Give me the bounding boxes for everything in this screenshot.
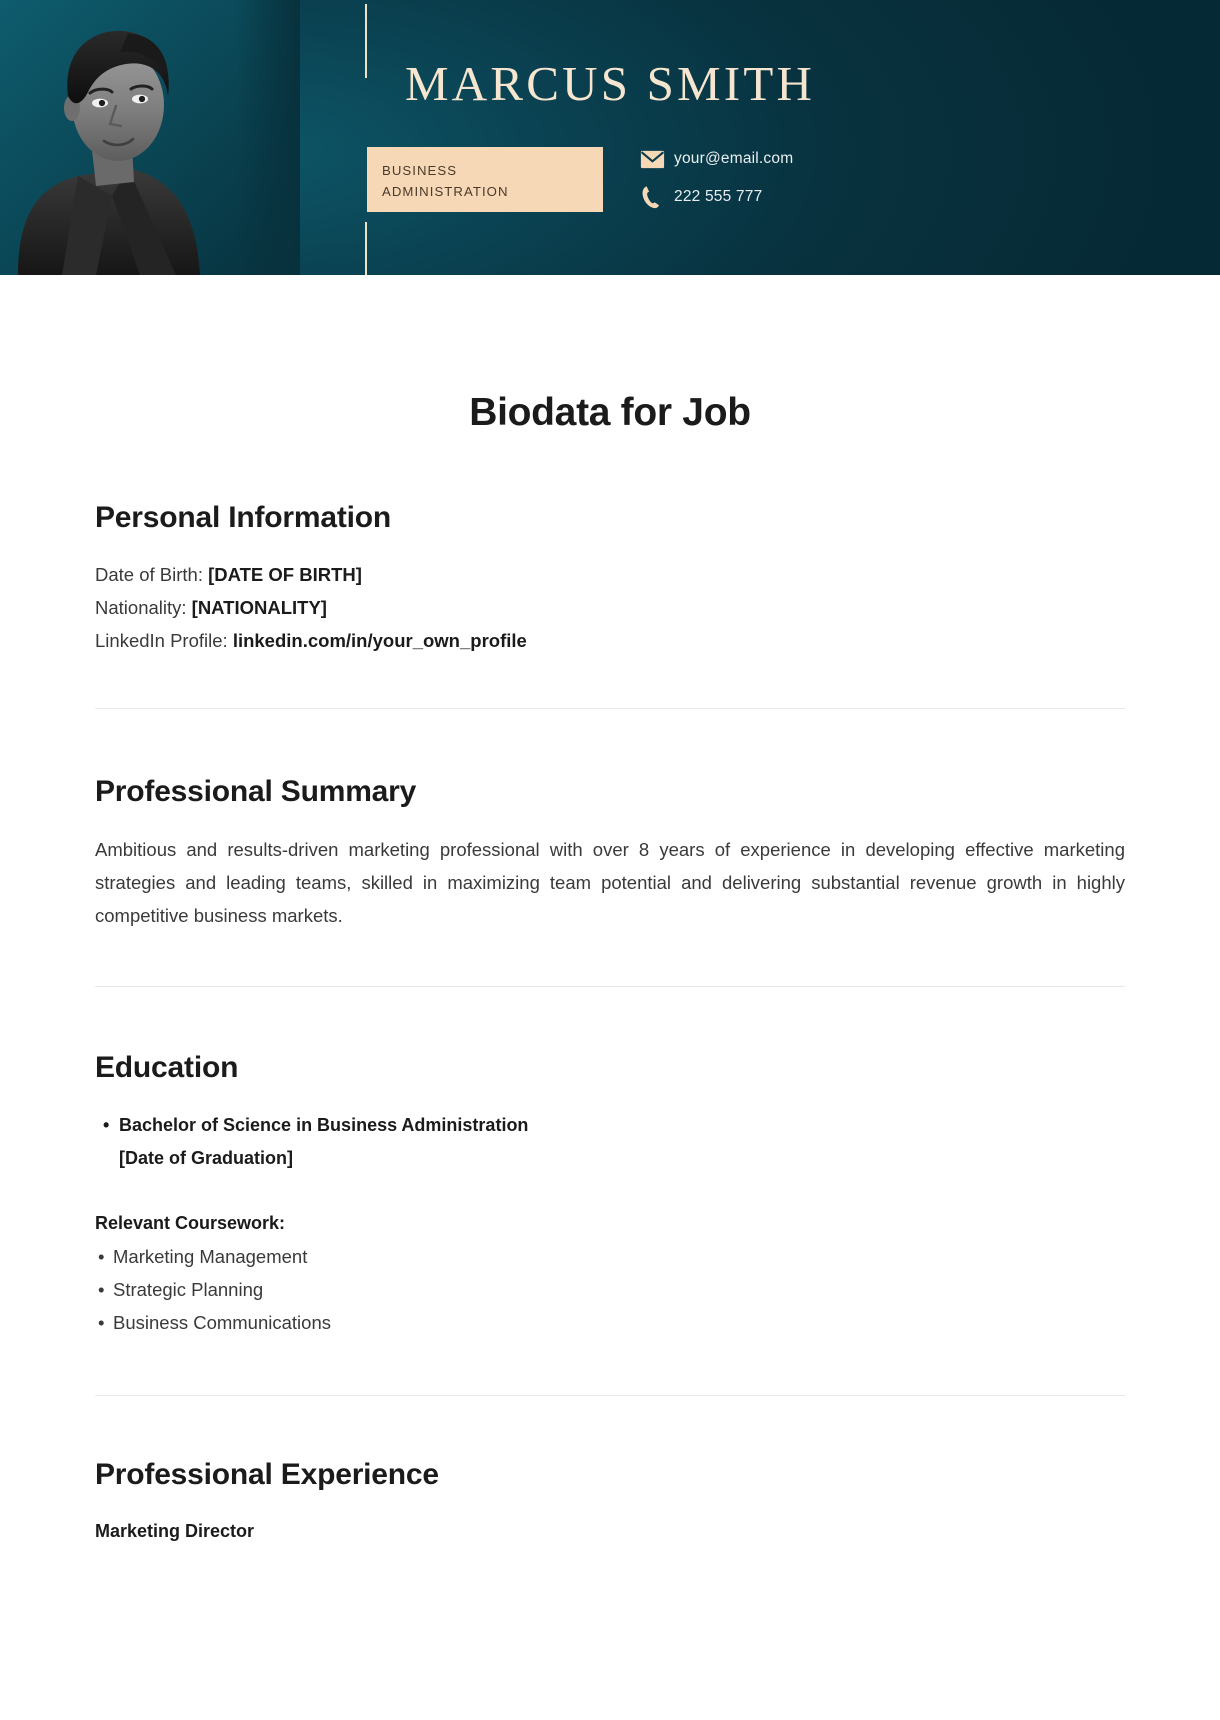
envelope-icon [640,150,674,169]
value-dob: [DATE OF BIRTH] [208,564,362,585]
role-badge [367,147,603,212]
label-nationality: Nationality: [95,597,192,618]
label-dob: Date of Birth: [95,564,209,585]
resume-header-banner [0,0,1220,275]
phone-icon [640,185,674,209]
summary-paragraph: Ambitious and results-driven marketing professional with over 8 years of experience in developing effective marketing strategies and leading teams, skilled in maximizing team potential and delivering substantial revenue growth in highly competitive business markets. [95,839,1125,926]
section-professional-experience [95,1458,1125,1546]
header-divider-top [365,4,367,78]
contact-block [640,140,940,216]
experience-role-title: Marketing Director [95,1521,255,1541]
label-linkedin: LinkedIn Profile: [95,630,233,651]
personal-row-nationality [95,591,1125,624]
value-linkedin[interactable]: linkedin.com/in/your_own_profile [232,630,527,651]
coursework-item: • Marketing Management [95,1240,1125,1273]
personal-row-linkedin [95,624,1125,657]
role-line-2: ADMINISTRATION [382,184,509,199]
contact-phone-row[interactable] [640,178,940,216]
role-line-1: BUSINESS [382,163,458,178]
section-professional-summary [95,775,1125,932]
section-divider-3 [95,1395,1125,1396]
coursework-list [95,1240,1125,1339]
section-heading-education: Education [95,1051,239,1084]
section-divider-1 [95,708,1125,709]
contact-email: your@email.com [674,150,794,167]
header-divider-bottom [365,222,367,275]
document-body [0,391,1220,1546]
education-graduation-date: [Date of Graduation] [119,1148,293,1168]
section-heading-summary: Professional Summary [95,775,417,808]
profile-photo [0,0,300,275]
contact-phone: 222 555 777 [674,188,763,205]
contact-email-row[interactable] [640,140,940,178]
section-heading-experience: Professional Experience [95,1458,439,1491]
coursework-label: Relevant Coursework: [95,1213,286,1233]
coursework-item: • Business Communications [95,1306,1125,1339]
candidate-name: MARCUS SMITH [405,56,816,111]
education-degree: • Bachelor of Science in Business Administration [95,1109,1125,1142]
page-title: Biodata for Job [469,391,751,434]
personal-row-dob [95,558,1125,591]
section-personal-information [95,501,1125,657]
section-divider-2 [95,986,1125,987]
coursework-item: • Strategic Planning [95,1273,1125,1306]
section-education [95,1051,1125,1339]
education-list [95,1109,1125,1175]
section-heading-personal: Personal Information [95,501,392,534]
value-nationality: [NATIONALITY] [191,597,327,618]
